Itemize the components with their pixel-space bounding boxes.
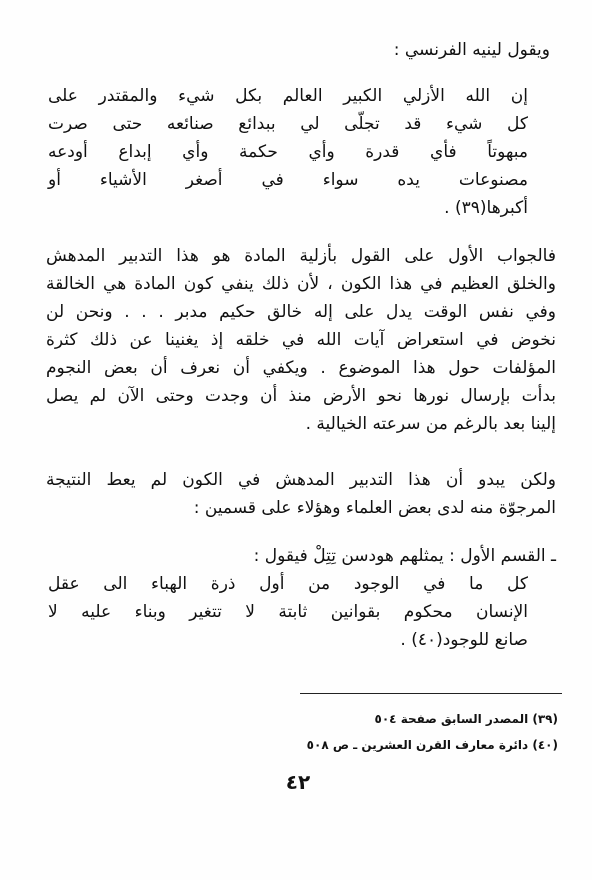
paragraph2-line: المرجوّة منه لدى بعض العلماء وهؤلاء على قسمين :	[193, 498, 556, 518]
paragraph1-line: المؤلفات حول هذا الموضوع . ويكفي أن نعرف أن بعض النجوم	[46, 358, 556, 378]
paragraph1-line: نخوض في استعراض آيات الله في خلقه إذ يغنينا عن ذلك كثرة	[46, 330, 556, 350]
paragraph1-line: بدأت بإرسال نورها نحو الأرض منذ أن وجدت وحتى الآن لم يصل	[46, 386, 556, 406]
quote2-line: الإنسان محكوم بقوانين ثابتة لا تتغير وبناء عليه لا	[48, 602, 528, 622]
intro-text: ويقول لينيه الفرنسي :	[393, 40, 550, 60]
page-number: ٤٢	[285, 770, 311, 794]
intro-line	[300, 36, 550, 64]
paragraph-scientists	[46, 466, 556, 522]
paragraph1-line: فالجواب الأول على القول بأزلية المادة هو هذا التدبير المدهش	[46, 246, 556, 266]
paragraph1-line: والخلق العظيم في هذا الكون ، لأن ذلك ينفي كون المادة هي الخالقة	[46, 274, 556, 294]
footnotes	[290, 706, 558, 758]
section-heading-text: ـ القسم الأول : يمثلهم هودسن تِتِلْ فيقول :	[253, 546, 556, 566]
quote-hudson-tuttle	[48, 570, 528, 654]
paragraph1-line: إلينا بعد بالرغم من سرعته الخيالية .	[305, 414, 556, 434]
quote-linnaeus	[48, 82, 528, 222]
quote1-line: مبهوتاً فأي قدرة وأي حكمة وأي إبداع أودعه	[48, 142, 528, 162]
paragraph1-line: وفي نفس الوقت يدل على إله خالق حكيم مدبر . . . ونحن لن	[46, 302, 556, 322]
paragraph-first-answer	[46, 242, 556, 438]
paragraph2-line: ولكن يبدو أن هذا التدبير المدهش في الكون لم يعط النتيجة	[46, 470, 556, 490]
section-heading	[190, 542, 556, 570]
quote2-line: كل ما في الوجود من أول ذرة الهباء الى عقل	[48, 574, 528, 594]
footnote-divider	[300, 693, 562, 694]
quote1-line: أكبرها(٣٩) .	[444, 198, 528, 218]
quote1-line: كل شيء قد تجلّى لي ببدائع صنائعه حتى صرت	[48, 114, 528, 134]
quote1-line: إن الله الأزلي الكبير العالم بكل شيء والمقتدر على	[48, 86, 528, 106]
footnote-39: (٣٩) المصدر السابق صفحة ٥٠٤	[374, 712, 558, 726]
footnote-40: (٤٠) دائرة معارف القرن العشرين ـ ص ٥٠٨	[306, 738, 558, 752]
quote2-line: صانع للوجود(٤٠) .	[400, 630, 528, 650]
quote1-line: مصنوعات يده سواء في أصغر الأشياء أو	[48, 170, 528, 190]
